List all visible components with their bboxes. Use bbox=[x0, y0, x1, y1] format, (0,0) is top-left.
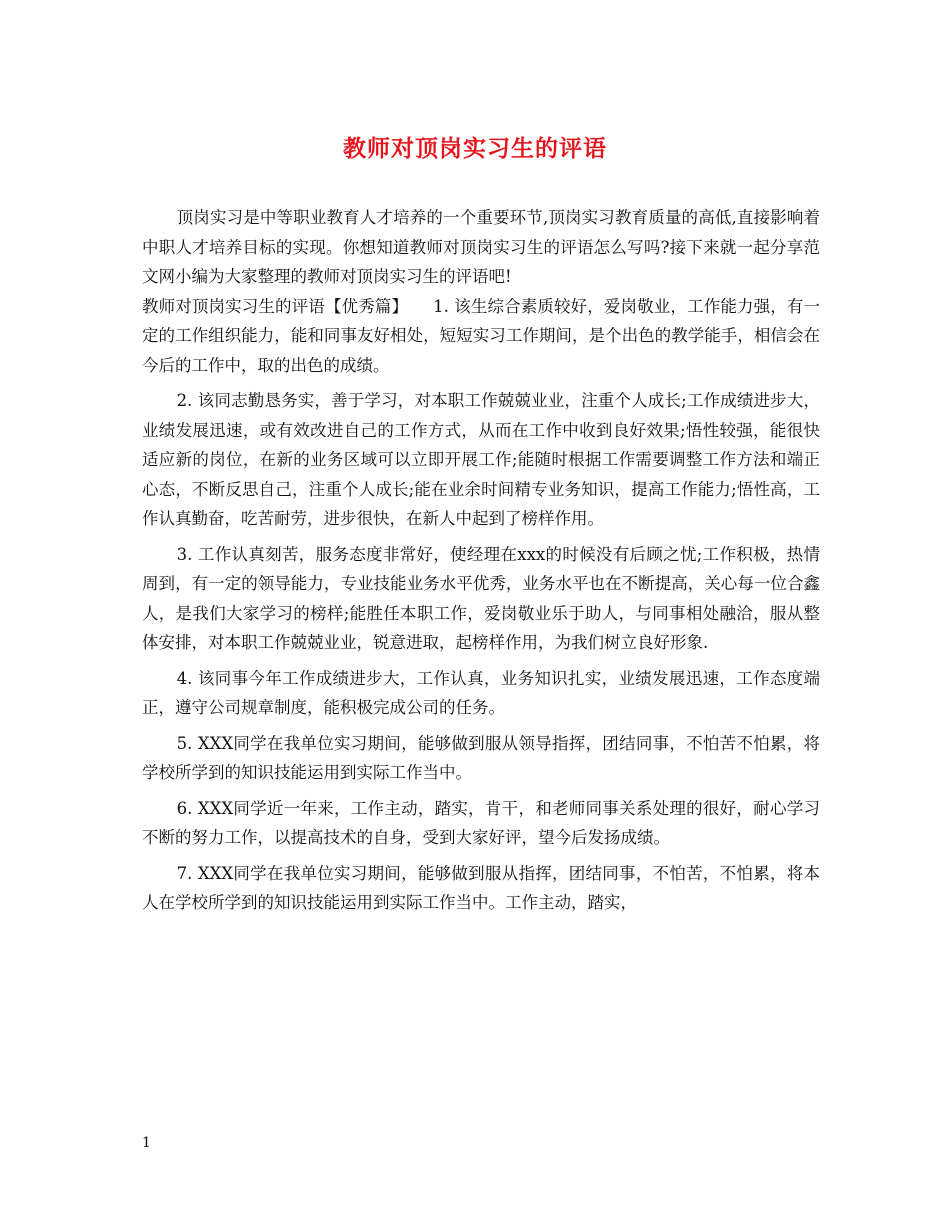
paragraph-item-7: 7. XXX同学在我单位实习期间，能够做到服从指挥，团结同事，不怕苦，不怕累，将本人在学校所学到的知识技能运用到实际工作当中。工作主动，踏实， bbox=[142, 863, 820, 912]
paragraph-item-4: 4. 该同事今年工作成绩进步大，工作认真，业务知识扎实，业绩发展迅速，工作态度端正，遵守公司规章制度，能积极完成公司的任务。 bbox=[142, 668, 820, 717]
intro-paragraph: 顶岗实习是中等职业教育人才培养的一个重要环节,顶岗实习教育质量的高低,直接影响着中职人才培养目标的实现。你想知道教师对顶岗实习生的评语怎么写吗?接下来就一起分享范文网小编为大家整理的教师对顶岗实习生的评语吧! bbox=[142, 208, 820, 286]
paragraph-item-6: 6. XXX同学近一年来，工作主动，踏实，肯干，和老师同事关系处理的很好，耐心学习不断的努力工作，以提高技术的自身，受到大家好评，望今后发扬成绩。 bbox=[142, 798, 820, 847]
paragraph-item-2: 2. 该同志勤恳务实，善于学习，对本职工作兢兢业业，注重个人成长;工作成绩进步大，业绩发展迅速，或有效改进自己的工作方式，从而在工作中收到良好效果;悟性较强，能很快适应新的岗位，在新的业务区域可以立即开展工作;能随时根据工作需要调整工作方法和端正心态，不断反思自己，注重个人成长;能在业余时间精专业务知识，提高工作能力;悟性高，工作认真勤奋，吃苦耐劳，进步很快，在新人中起到了榜样作用。 bbox=[142, 391, 820, 528]
paragraph-item-3: 3. 工作认真刻苦，服务态度非常好，使经理在xxx的时候没有后顾之忧;工作积极，热情周到，有一定的领导能力，专业技能业务水平优秀，业务水平也在不断提高，关心每一位合鑫人，是我们大家学习的榜样;能胜任本职工作，爱岗敬业乐于助人，与同事相处融洽，服从整体安排，对本职工作兢兢业业，锐意进取，起榜样作用，为我们树立良好形象. bbox=[142, 544, 820, 652]
paragraph-item-5: 5. XXX同学在我单位实习期间，能够做到服从领导指挥，团结同事，不怕苦不怕累，将学校所学到的知识技能运用到实际工作当中。 bbox=[142, 733, 820, 782]
paragraph-item-1: 教师对顶岗实习生的评语【优秀篇】 1. 该生综合素质较好，爱岗敬业，工作能力强，有一定的工作组织能力，能和同事友好相处，短短实习工作期间，是个出色的教学能手，相信会在今后的工作中，取的出色的成绩。 bbox=[142, 296, 820, 375]
page-title: 教师对顶岗实习生的评语 bbox=[343, 135, 607, 162]
page-number: 1 bbox=[142, 1135, 151, 1151]
document-body bbox=[142, 203, 820, 918]
